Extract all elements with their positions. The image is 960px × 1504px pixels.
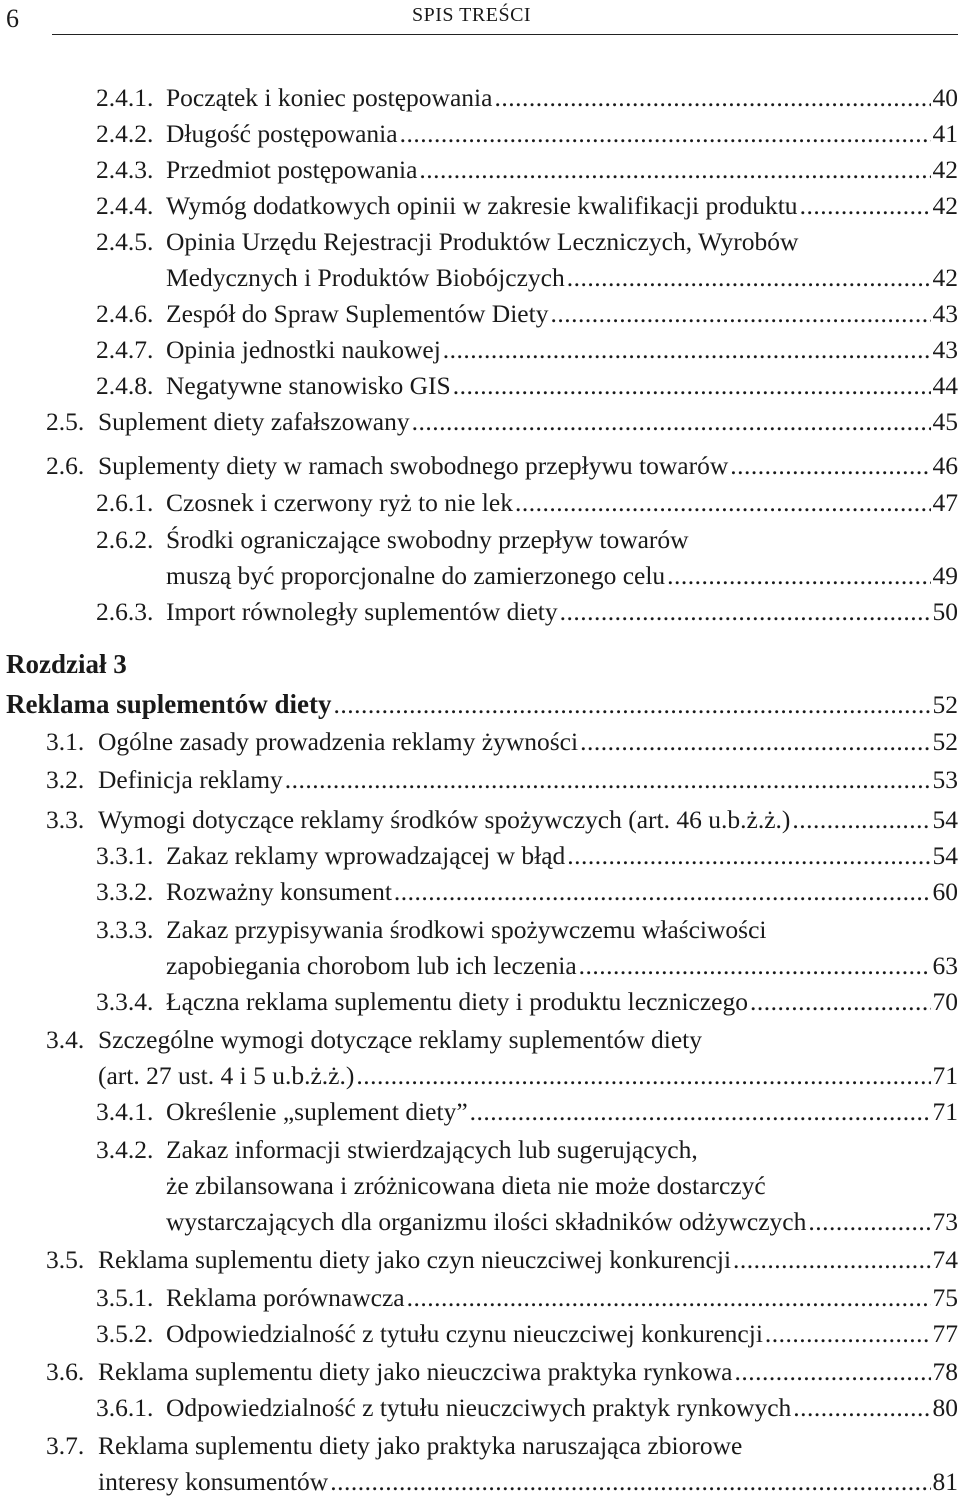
toc-entry-number: 3.4.	[46, 1025, 85, 1054]
toc-entry-title: Opinia Urzędu Rejestracji Produktów Leczniczych, Wyrobów	[166, 227, 799, 256]
toc-entry-page: 52	[932, 690, 958, 719]
toc-leader-dots	[792, 802, 930, 838]
toc-entry	[96, 188, 958, 224]
toc-entry-title: Reklama suplementu diety jako czyn nieuczciwej konkurencji	[98, 1245, 732, 1274]
toc-entry-page: 47	[932, 488, 958, 517]
toc-entry-number: 3.2.	[46, 765, 85, 794]
toc-entry-number: 2.5.	[46, 407, 85, 436]
toc-entry-page: 52	[932, 727, 958, 756]
toc-entry-title: Opinia jednostki naukowej	[166, 335, 441, 364]
toc-entry-number: 2.4.5.	[96, 227, 154, 256]
toc-entry-title: Negatywne stanowisko GIS	[166, 371, 451, 400]
toc-entry-title: Szczególne wymogi dotyczące reklamy suplementów diety	[98, 1025, 703, 1054]
toc-entry-number: 3.6.	[46, 1357, 85, 1386]
toc-entry-page: 80	[932, 1393, 958, 1422]
toc-entry-page: 40	[932, 83, 958, 112]
toc-entry	[96, 224, 958, 260]
toc-entry-title: Reklama suplementu diety jako praktyka naruszająca zbiorowe	[98, 1431, 743, 1460]
toc-entry-number: 2.6.3.	[96, 597, 154, 626]
toc-entry	[96, 594, 958, 630]
toc-leader-dots	[667, 558, 930, 594]
toc-entry-page: 50	[932, 597, 958, 626]
toc-entry	[46, 762, 958, 798]
toc-entry-continuation	[166, 558, 958, 594]
toc-entry-page: 60	[932, 877, 958, 906]
toc-leader-dots	[394, 874, 931, 910]
chapter-label-text: Rozdział 3	[6, 649, 127, 679]
running-head: SPIS TREŚCI	[412, 4, 532, 26]
toc-entry	[46, 1022, 958, 1058]
toc-leader-dots	[515, 485, 931, 521]
toc-leader-dots	[560, 594, 931, 630]
toc-entry-number: 3.1.	[46, 727, 85, 756]
toc-entry-title: Łączna reklama suplementu diety i produktu leczniczego	[166, 987, 749, 1016]
toc-entry-page: 44	[932, 371, 958, 400]
toc-entry-title: interesy konsumentów	[98, 1467, 329, 1496]
toc-entry-title: Suplement diety zafałszowany	[98, 407, 410, 436]
page-number: 6	[6, 4, 19, 33]
chapter-title-entry	[6, 686, 958, 722]
toc-leader-dots	[356, 1058, 930, 1094]
toc-entry-title: (art. 27 ust. 4 i 5 u.b.ż.ż.)	[98, 1061, 355, 1090]
toc-leader-dots	[412, 404, 931, 440]
toc-entry-page: 42	[932, 191, 958, 220]
toc-entry-page: 75	[932, 1283, 958, 1312]
toc-entry-title: Rozważny konsument	[166, 877, 392, 906]
toc-entry-number: 3.3.3.	[96, 915, 154, 944]
toc-entry	[96, 1316, 958, 1352]
toc-entry	[96, 80, 958, 116]
toc-entry-title: Medycznych i Produktów Biobójczych	[166, 263, 565, 292]
toc-entry	[96, 152, 958, 188]
toc-entry-title: Wymóg dodatkowych opinii w zakresie kwalifikacji produktu	[166, 191, 798, 220]
toc-leader-dots	[470, 1094, 931, 1130]
chapter-label	[6, 646, 127, 682]
toc-entry-continuation	[98, 1058, 958, 1094]
toc-leader-dots	[793, 1390, 930, 1426]
toc-entry-number: 2.4.7.	[96, 335, 154, 364]
toc-entry-title: Reklama porównawcza	[166, 1283, 405, 1312]
toc-leader-dots	[494, 80, 930, 116]
toc-entry-number: 3.4.2.	[96, 1135, 154, 1164]
toc-entry-number: 2.4.4.	[96, 191, 154, 220]
toc-entry-title: Czosnek i czerwony ryż to nie lek	[166, 488, 513, 517]
toc-entry-page: 81	[932, 1467, 958, 1496]
toc-entry-page: 63	[932, 951, 958, 980]
toc-leader-dots	[800, 188, 931, 224]
toc-entry-page: 77	[932, 1319, 958, 1348]
toc-leader-dots	[734, 1354, 930, 1390]
toc-leader-dots	[730, 448, 930, 484]
toc-entry-number: 2.4.2.	[96, 119, 154, 148]
toc-entry-continuation	[166, 948, 958, 984]
toc-entry-number: 2.4.3.	[96, 155, 154, 184]
toc-leader-dots	[765, 1316, 931, 1352]
toc-leader-dots	[330, 1464, 930, 1500]
toc-entry	[46, 1428, 958, 1464]
toc-entry-page: 53	[932, 765, 958, 794]
toc-entry-number: 2.4.8.	[96, 371, 154, 400]
toc-leader-dots	[808, 1204, 930, 1240]
toc-entry-number: 3.5.	[46, 1245, 85, 1274]
toc-entry	[46, 724, 958, 760]
toc-entry-page: 71	[932, 1097, 958, 1126]
toc-entry-number: 3.5.2.	[96, 1319, 154, 1348]
toc-leader-dots	[334, 687, 931, 723]
toc-entry-number: 3.3.4.	[96, 987, 154, 1016]
toc-entry-title: Początek i koniec postępowania	[166, 83, 493, 112]
toc-entry-number: 3.7.	[46, 1431, 85, 1460]
toc-entry	[96, 984, 958, 1020]
toc-entry-page: 41	[932, 119, 958, 148]
toc-leader-dots	[453, 368, 931, 404]
toc-entry-title: Zakaz informacji stwierdzających lub sugerujących,	[166, 1135, 698, 1164]
toc-entry-number: 3.3.	[46, 805, 85, 834]
toc-entry-title: Zakaz przypisywania środkowi spożywczemu właściwości	[166, 915, 767, 944]
toc-entry-title: wystarczających dla organizmu ilości składników odżywczych	[166, 1207, 807, 1236]
toc-entry-title: Długość postępowania	[166, 119, 398, 148]
chapter-title: Reklama suplementów diety	[6, 689, 332, 719]
toc-entry-title: Zespół do Spraw Suplementów Diety	[166, 299, 549, 328]
toc-entry	[96, 296, 958, 332]
toc-entry-continuation	[166, 260, 958, 296]
toc-entry	[46, 404, 958, 440]
toc-entry-page: 73	[932, 1207, 958, 1236]
toc-entry-title: Przedmiot postępowania	[166, 155, 418, 184]
toc-entry	[96, 838, 958, 874]
toc-entry-title: Odpowiedzialność z tytułu czynu nieuczciwej konkurencji	[166, 1319, 763, 1348]
toc-entry-number: 2.6.2.	[96, 525, 154, 554]
toc-entry-title: Import równoległy suplementów diety	[166, 597, 558, 626]
toc-entry-continuation	[98, 1464, 958, 1500]
toc-entry	[46, 1354, 958, 1390]
toc-entry-title: Zakaz reklamy wprowadzającej w błąd	[166, 841, 566, 870]
toc-entry	[96, 116, 958, 152]
toc-leader-dots	[285, 762, 931, 798]
toc-leader-dots	[750, 984, 930, 1020]
toc-entry-page: 43	[932, 335, 958, 364]
toc-entry-page: 54	[932, 841, 958, 870]
toc-entry-page: 42	[932, 263, 958, 292]
toc-entry-title: zapobiegania chorobom lub ich leczenia	[166, 951, 577, 980]
toc-entry-page: 71	[932, 1061, 958, 1090]
toc-entry	[46, 1242, 958, 1278]
toc-entry	[96, 912, 958, 948]
toc-entry-title: Wymogi dotyczące reklamy środków spożywczych (art. 46 u.b.ż.ż.)	[98, 805, 791, 834]
toc-entry-page: 54	[932, 805, 958, 834]
toc-leader-dots	[419, 152, 930, 188]
toc-entry-page: 43	[932, 299, 958, 328]
toc-entry	[96, 522, 958, 558]
toc-entry	[96, 874, 958, 910]
toc-entry	[96, 368, 958, 404]
toc-entry-continuation	[166, 1204, 958, 1240]
toc-entry-page: 42	[932, 155, 958, 184]
toc-entry-number: 2.6.	[46, 451, 85, 480]
toc-entry-number: 3.4.1.	[96, 1097, 154, 1126]
toc-entry-number: 2.4.6.	[96, 299, 154, 328]
toc-entry-continuation	[166, 1168, 958, 1204]
toc-leader-dots	[443, 332, 931, 368]
toc-entry-title: że zbilansowana i zróżnicowana dieta nie może dostarczyć	[166, 1171, 766, 1200]
toc-entry	[96, 1390, 958, 1426]
toc-leader-dots	[400, 116, 931, 152]
toc-entry-title: Suplementy diety w ramach swobodnego przepływu towarów	[98, 451, 729, 480]
toc-entry-page: 74	[932, 1245, 958, 1274]
toc-leader-dots	[407, 1280, 931, 1316]
toc-leader-dots	[567, 838, 930, 874]
toc-entry	[96, 1132, 958, 1168]
toc-entry-number: 3.6.1.	[96, 1393, 154, 1422]
toc-entry-page: 70	[932, 987, 958, 1016]
toc-entry-number: 3.5.1.	[96, 1283, 154, 1312]
toc-entry-number: 3.3.2.	[96, 877, 154, 906]
toc-entry-number: 2.6.1.	[96, 488, 154, 517]
toc-entry-number: 2.4.1.	[96, 83, 154, 112]
toc-entry	[96, 332, 958, 368]
toc-entry-page: 45	[932, 407, 958, 436]
toc-entry	[96, 1280, 958, 1316]
toc-entry-title: Środki ograniczające swobodny przepływ towarów	[166, 525, 689, 554]
toc-entry-title: Określenie „suplement diety”	[166, 1097, 468, 1126]
toc-entry	[46, 448, 958, 484]
toc-leader-dots	[579, 948, 931, 984]
toc-entry	[96, 485, 958, 521]
toc-entry-page: 46	[932, 451, 958, 480]
toc-entry-page: 78	[932, 1357, 958, 1386]
toc-leader-dots	[733, 1242, 930, 1278]
toc-entry-title: Definicja reklamy	[98, 765, 283, 794]
toc-entry-page: 49	[932, 561, 958, 590]
toc-entry-title: Ogólne zasady prowadzenia reklamy żywności	[98, 727, 579, 756]
toc-entry	[96, 1094, 958, 1130]
toc-entry-number: 3.3.1.	[96, 841, 154, 870]
toc-entry-title: Reklama suplementu diety jako nieuczciwa praktyka rynkowa	[98, 1357, 733, 1386]
toc-leader-dots	[580, 724, 930, 760]
toc-entry-title: Odpowiedzialność z tytułu nieuczciwych praktyk rynkowych	[166, 1393, 792, 1422]
toc-entry	[46, 802, 958, 838]
toc-leader-dots	[550, 296, 930, 332]
toc-entry-title: muszą być proporcjonalne do zamierzonego celu	[166, 561, 666, 590]
toc-leader-dots	[567, 260, 931, 296]
